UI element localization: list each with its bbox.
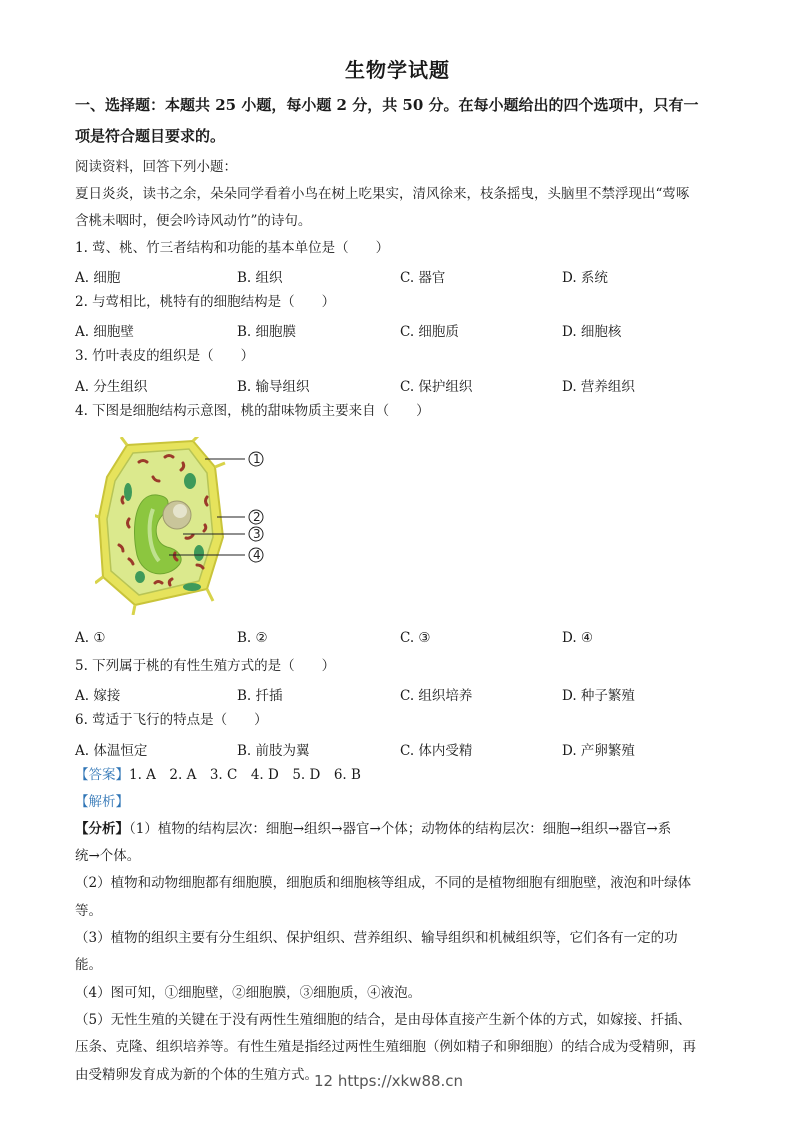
question-2-options bbox=[75, 320, 725, 338]
svg-text:1: 1 bbox=[253, 452, 261, 466]
option-c: C. 细胞质 bbox=[400, 324, 459, 340]
question-2-stem: 2. 与莺相比，桃特有的细胞结构是（ ） bbox=[75, 294, 336, 310]
section-heading-line2: 项是符合题目要求的。 bbox=[75, 127, 226, 145]
svg-text:3: 3 bbox=[253, 527, 261, 541]
svg-text:2: 2 bbox=[253, 510, 261, 524]
question-1-stem: 1. 莺、桃、竹三者结构和功能的基本单位是（ ） bbox=[75, 240, 390, 256]
analysis-p1-line1 bbox=[75, 820, 725, 838]
option-d: D. 细胞核 bbox=[562, 324, 622, 340]
analysis-sub-label: 【分析】 bbox=[75, 821, 129, 837]
analysis-p5-line2: 压条、克隆、组织培养等。有性生殖是指经过两性生殖细胞（例如精子和卵细胞）的结合成为受精卵，再 bbox=[75, 1039, 696, 1055]
question-5-options bbox=[75, 684, 725, 702]
answer-line bbox=[75, 766, 725, 784]
option-b: B. 输导组织 bbox=[237, 379, 310, 395]
analysis-p4: （4）图可知，①细胞壁，②细胞膜，③细胞质，④液泡。 bbox=[75, 985, 422, 1001]
option-b: B. 细胞膜 bbox=[237, 324, 297, 340]
analysis-p3-line2: 能。 bbox=[75, 957, 102, 973]
analysis-p2-line1: （2）植物和动物细胞都有细胞膜，细胞质和细胞核等组成，不同的是植物细胞有细胞壁，液泡和叶绿体 bbox=[75, 875, 692, 891]
reading-intro: 阅读资料，回答下列小题： bbox=[75, 159, 237, 175]
option-c: C. ③ bbox=[400, 630, 431, 646]
answer-text: 1. A 2. A 3. C 4. D 5. D 6. B bbox=[129, 767, 361, 783]
option-d: D. 系统 bbox=[562, 270, 608, 286]
svg-text:4: 4 bbox=[253, 548, 261, 562]
option-d: D. 营养组织 bbox=[562, 379, 635, 395]
analysis-p1-text: （1）植物的结构层次：细胞→组织→器官→个体；动物体的结构层次：细胞→组织→器官→系 bbox=[129, 821, 672, 837]
analysis-label: 【解析】 bbox=[75, 794, 129, 810]
option-a: A. 细胞壁 bbox=[75, 324, 134, 340]
option-b: B. 前肢为翼 bbox=[237, 743, 310, 759]
answer-label: 【答案】 bbox=[75, 767, 129, 783]
analysis-p5-line1: （5）无性生殖的关键在于没有两性生殖细胞的结合，是由母体直接产生新个体的方式，如嫁接、扦插、 bbox=[75, 1012, 692, 1028]
option-c: C. 体内受精 bbox=[400, 743, 473, 759]
plant-cell-figure bbox=[95, 437, 295, 615]
analysis-p5-line3: 由受精卵发育成为新的个体的生殖方式。 bbox=[75, 1067, 318, 1083]
question-4-stem: 4. 下图是细胞结构示意图，桃的甜味物质主要来自（ ） bbox=[75, 403, 430, 419]
option-b: B. 扦插 bbox=[237, 688, 283, 704]
option-c: C. 保护组织 bbox=[400, 379, 473, 395]
option-d: D. 种子繁殖 bbox=[562, 688, 635, 704]
page-footer-watermark: 12 https://xkw88.cn bbox=[314, 1072, 464, 1090]
option-d: D. ④ bbox=[562, 630, 594, 646]
analysis-p1-line2: 统→个体。 bbox=[75, 848, 141, 864]
option-c: C. 组织培养 bbox=[400, 688, 473, 704]
question-4-options bbox=[75, 630, 725, 648]
option-a: A. ① bbox=[75, 630, 106, 646]
option-d: D. 产卵繁殖 bbox=[562, 743, 635, 759]
plant-cell-diagram-icon bbox=[95, 437, 295, 615]
option-a: A. 细胞 bbox=[75, 270, 121, 286]
analysis-p2-line2: 等。 bbox=[75, 903, 102, 919]
passage-line2: 含桃未咽时，便会吟诗风动竹”的诗句。 bbox=[75, 213, 312, 229]
analysis-p3-line1: （3）植物的组织主要有分生组织、保护组织、营养组织、输导组织和机械组织等，它们各有一定的功 bbox=[75, 930, 678, 946]
question-6-stem: 6. 莺适于飞行的特点是（ ） bbox=[75, 712, 268, 728]
question-1-options bbox=[75, 266, 725, 284]
passage-line1: 夏日炎炎，读书之余，朵朵同学看着小鸟在树上吃果实，清风徐来，枝条摇曳，头脑里不禁浮现出“莺啄 bbox=[75, 186, 690, 202]
option-b: B. ② bbox=[237, 630, 268, 646]
question-5-stem: 5. 下列属于桃的有性生殖方式的是（ ） bbox=[75, 658, 336, 674]
option-c: C. 器官 bbox=[400, 270, 446, 286]
page-title: 生物学试题 bbox=[345, 58, 450, 82]
option-a: A. 嫁接 bbox=[75, 688, 121, 704]
question-3-options bbox=[75, 375, 725, 393]
question-3-stem: 3. 竹叶表皮的组织是（ ） bbox=[75, 348, 255, 364]
option-b: B. 组织 bbox=[237, 270, 283, 286]
question-6-options bbox=[75, 739, 725, 757]
section-heading-line1: 一、选择题：本题共 25 小题，每小题 2 分，共 50 分。在每小题给出的四个选项中，只有一 bbox=[75, 96, 699, 114]
option-a: A. 体温恒定 bbox=[75, 743, 148, 759]
option-a: A. 分生组织 bbox=[75, 379, 148, 395]
